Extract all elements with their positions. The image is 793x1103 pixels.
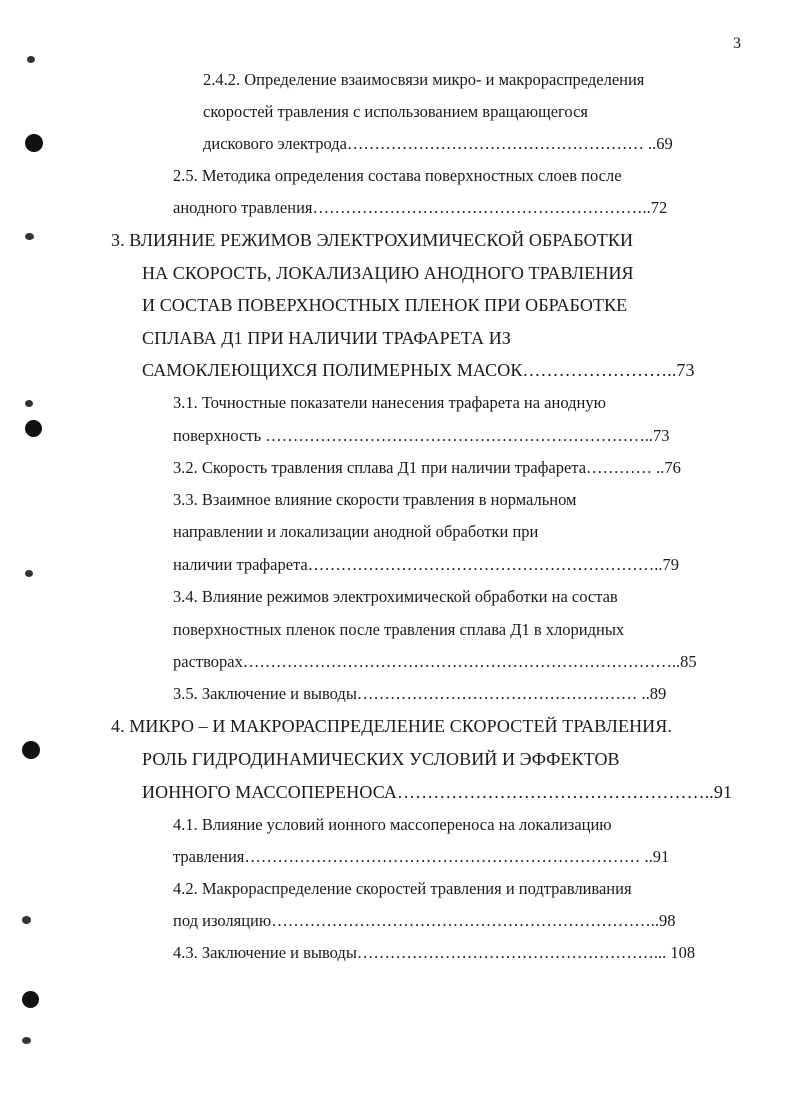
toc-entry-3-3-line-2: направлении и локализации анодной обработки при [173, 522, 539, 541]
toc-chapter-4-line-1: 4. МИКРО – И МАКРОРАСПРЕДЕЛЕНИЕ СКОРОСТЕЙ ТРАВЛЕНИЯ. [111, 716, 672, 736]
toc-entry-3-3-line-1: 3.3. Взаимное влияние скорости травления в нормальном [173, 490, 577, 509]
binder-hole-mark [22, 991, 39, 1008]
toc-entry-2-4-2-line-2: скоростей травления с использованием вращающегося [203, 102, 588, 121]
toc-entry-2-4-2-line-1: 2.4.2. Определение взаимосвязи микро- и макрораспределения [203, 70, 645, 89]
toc-entry-2-5-line-1: 2.5. Методика определения состава поверхностных слоев после [173, 166, 622, 185]
scan-speck [27, 56, 35, 63]
toc-chapter-4-line-2: РОЛЬ ГИДРОДИНАМИЧЕСКИХ УСЛОВИЙ И ЭФФЕКТОВ [142, 749, 620, 769]
toc-entry-2-4-2-line-3: дискового электрода……………………………………………… ..69 [203, 134, 673, 153]
scan-speck [25, 233, 34, 240]
binder-hole-mark [22, 741, 40, 759]
toc-chapter-4-line-3: ИОННОГО МАССОПЕРЕНОСА……………………………………………..91 [142, 782, 733, 802]
binder-hole-mark [25, 420, 42, 437]
toc-chapter-3-line-1: 3. ВЛИЯНИЕ РЕЖИМОВ ЭЛЕКТРОХИМИЧЕСКОЙ ОБРАБОТКИ [111, 230, 634, 250]
toc-chapter-3-line-5: САМОКЛЕЮЩИХСЯ ПОЛИМЕРНЫХ МАСОК……………………..73 [142, 360, 695, 380]
toc-entry-3-4-line-1: 3.4. Влияние режимов электрохимической обработки на состав [173, 587, 618, 606]
scan-speck [25, 570, 33, 577]
toc-entry-4-1-line-1: 4.1. Влияние условий ионного массопереноса на локализацию [173, 815, 612, 834]
toc-entry-4-2-line-1: 4.2. Макрораспределение скоростей травления и подтравливания [173, 879, 632, 898]
scan-speck [22, 916, 31, 924]
scan-speck [25, 400, 33, 407]
toc-chapter-3-line-3: И СОСТАВ ПОВЕРХНОСТНЫХ ПЛЕНОК ПРИ ОБРАБОТКЕ [142, 295, 628, 315]
page-number: 3 [733, 35, 741, 52]
toc-entry-3-1-line-1: 3.1. Точностные показатели нанесения трафарета на анодную [173, 393, 606, 412]
toc-entry-3-4-line-3: растворах……………………………………………………………………..85 [173, 652, 697, 671]
toc-chapter-3-line-2: НА СКОРОСТЬ, ЛОКАЛИЗАЦИЮ АНОДНОГО ТРАВЛЕНИЯ [142, 263, 634, 283]
toc-entry-4-1-line-2: травления……………………………………………………………… ..91 [173, 847, 670, 866]
binder-hole-mark [25, 134, 43, 152]
toc-entry-3-1-line-2: поверхность ……………………………………………………………..73 [173, 426, 670, 445]
scan-speck [22, 1037, 31, 1044]
toc-entry-3-5: 3.5. Заключение и выводы…………………………………………… ..89 [173, 684, 667, 703]
toc-entry-4-3: 4.3. Заключение и выводы………………………………………………... 108 [173, 943, 696, 962]
toc-entry-4-2-line-2: под изоляцию……………………………………………………………..98 [173, 911, 676, 930]
toc-entry-3-2: 3.2. Скорость травления сплава Д1 при наличии трафарета………… ..76 [173, 458, 681, 477]
toc-entry-2-5-line-2: анодного травления……………………………………………………..72 [173, 198, 668, 217]
toc-chapter-3-line-4: СПЛАВА Д1 ПРИ НАЛИЧИИ ТРАФАРЕТА ИЗ [142, 328, 511, 348]
toc-entry-3-3-line-3: наличии трафарета………………………………………………………..79 [173, 555, 680, 574]
toc-entry-3-4-line-2: поверхностных пленок после травления сплава Д1 в хлоридных [173, 620, 625, 639]
